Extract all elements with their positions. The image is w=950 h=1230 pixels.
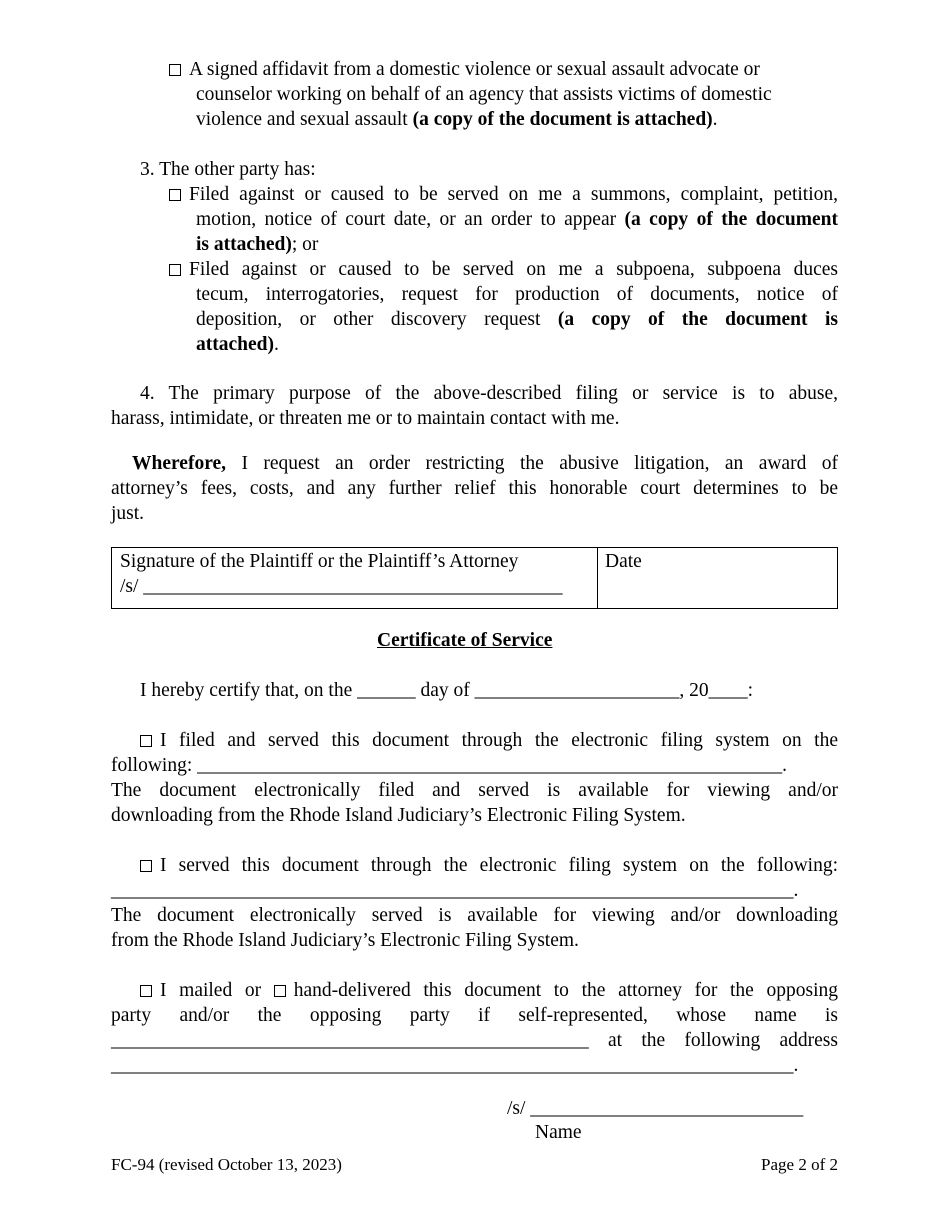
page-number: Page 2 of 2 (761, 1155, 838, 1174)
efile-recipients-field[interactable]: following: ____________________________________________________________. (111, 755, 787, 776)
efile-checkbox[interactable] (140, 735, 152, 747)
wherefore-line-1: Wherefore, I request an order restricting the abusive litigation, an award of (132, 453, 838, 474)
mailed-checkbox[interactable] (140, 985, 152, 997)
name-label: Name (535, 1122, 582, 1143)
signature-table (111, 547, 838, 609)
affidavit-line-2: counselor working on behalf of an agency that assists victims of domestic (196, 84, 772, 105)
section-3-option-2-line-2: tecum, interrogatories, request for production of documents, notice of (196, 284, 838, 305)
mail-line-2: party and/or the opposing party if self-represented, whose name is (111, 1005, 838, 1026)
section-3-heading: 3. The other party has: (140, 159, 316, 180)
section-4-line-2: harass, intimidate, or threaten me or to maintain contact with me. (111, 408, 620, 429)
hand-delivered-checkbox[interactable] (274, 985, 286, 997)
affidavit-checkbox[interactable] (169, 64, 181, 76)
signature-table-divider (597, 548, 598, 608)
section-3-option-2-checkbox[interactable] (169, 264, 181, 276)
certificate-signature-field[interactable]: /s/ ____________________________ (507, 1098, 804, 1119)
affidavit-line-1: A signed affidavit from a domestic violence or sexual assault advocate or (169, 57, 760, 82)
mail-address-field[interactable]: ______________________________________________________________________. (111, 1055, 799, 1076)
section-4-line-1: 4. The primary purpose of the above-described filing or service is to abuse, (140, 383, 838, 404)
eserve-line-1: I served this document through the electronic filing system on the following: (140, 853, 838, 878)
form-id: FC-94 (revised October 13, 2023) (111, 1155, 342, 1174)
wherefore-line-2: attorney’s fees, costs, and any further relief this honorable court determines to be (111, 478, 838, 499)
eserve-line-3: The document electronically served is available for viewing and/or downloading (111, 905, 838, 926)
certify-date-line[interactable]: I hereby certify that, on the ______ day of _____________________, 20____: (140, 680, 754, 701)
section-3-option-2-line-3: deposition, or other discovery request (a copy of the document is (196, 309, 838, 330)
mail-name-field[interactable]: _________________________________________________ at the following address (111, 1030, 838, 1051)
section-3-option-2-line-1: Filed against or caused to be served on me a subpoena, subpoena duces (169, 257, 838, 282)
signature-field[interactable]: /s/ ___________________________________________ (120, 576, 563, 597)
efile-line-1: I filed and served this document through the electronic filing system on the (140, 728, 838, 753)
eserve-checkbox[interactable] (140, 860, 152, 872)
section-3-option-1-line-1: Filed against or caused to be served on me a summons, complaint, petition, (169, 182, 838, 207)
certificate-title: Certificate of Service (377, 630, 553, 651)
efile-line-4: downloading from the Rhode Island Judiciary’s Electronic Filing System. (111, 805, 686, 826)
wherefore-line-3: just. (111, 503, 145, 524)
affidavit-line-3: violence and sexual assault (a copy of the document is attached). (196, 109, 718, 130)
section-3-option-2-line-4: attached). (196, 334, 279, 355)
eserve-recipients-field[interactable]: ______________________________________________________________________. (111, 880, 799, 901)
date-field[interactable]: Date (605, 551, 642, 572)
eserve-line-4: from the Rhode Island Judiciary’s Electronic Filing System. (111, 930, 579, 951)
section-3-option-1-line-3: is attached); or (196, 234, 319, 255)
efile-line-3: The document electronically filed and served is available for viewing and/or (111, 780, 838, 801)
mail-line-1: I mailed or hand-delivered this document to the attorney for the opposing (140, 978, 838, 1003)
section-3-option-1-line-2: motion, notice of court date, or an order to appear (a copy of the document (196, 209, 838, 230)
section-3-option-1-checkbox[interactable] (169, 189, 181, 201)
signature-label: Signature of the Plaintiff or the Plaintiff’s Attorney (120, 551, 519, 572)
